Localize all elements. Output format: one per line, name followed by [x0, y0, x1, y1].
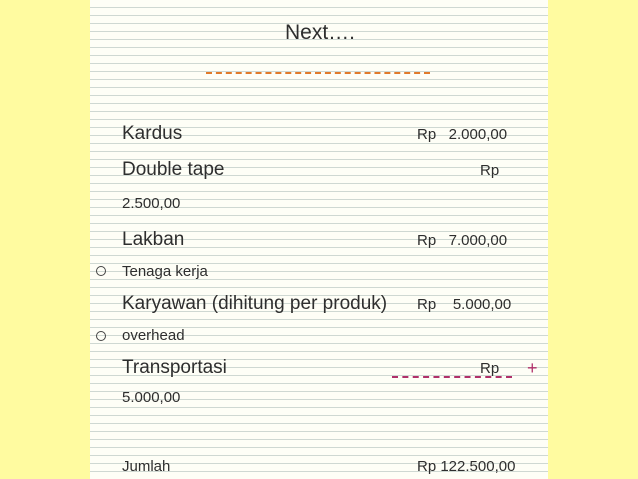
sum-line-dashes — [392, 376, 512, 378]
kardus-label: Kardus — [122, 123, 183, 144]
kardus-value: Rp 2.000,00 — [417, 126, 508, 143]
jumlah-value: Rp 122.500,00 — [417, 458, 516, 475]
lakban-label: Lakban — [122, 229, 185, 250]
jumlah-label: Jumlah — [122, 458, 171, 475]
karyawan-label: Karyawan (dihitung per produk) — [122, 293, 388, 314]
overhead-label: overhead — [122, 327, 185, 344]
tenaga-kerja-bullet — [96, 266, 106, 276]
overhead-bullet — [96, 331, 106, 341]
transportasi-label: Transportasi — [122, 357, 227, 378]
transportasi-value-cont: 5.000,00 — [122, 389, 181, 406]
double-tape-value: Rp — [480, 162, 500, 179]
karyawan-value: Rp 5.000,00 — [417, 296, 512, 313]
double-tape-label: Double tape — [122, 159, 225, 180]
title-underline-dashes — [206, 72, 430, 74]
double-tape-value-cont: 2.500,00 — [122, 195, 181, 212]
transportasi-value: Rp — [480, 360, 500, 377]
sum-plus-sign: + — [527, 358, 538, 378]
lakban-value: Rp 7.000,00 — [417, 232, 508, 249]
tenaga-kerja-label: Tenaga kerja — [122, 263, 208, 280]
slide-title: Next…. — [285, 21, 356, 44]
